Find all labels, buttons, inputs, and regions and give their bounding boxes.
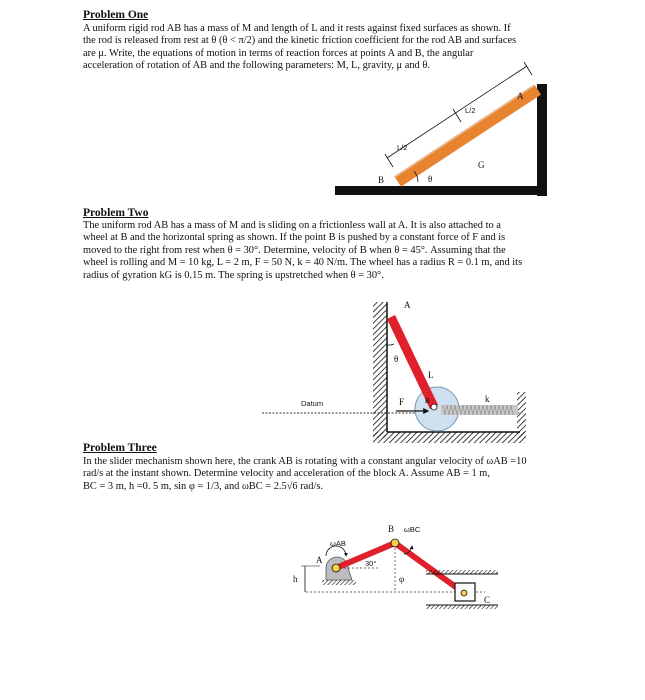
label-b-three: B (388, 524, 395, 534)
problem-one-line: the rod is released from rest at θ (θ < π/2) and the kinetic friction coefficient for the rod AB and surfaces (83, 35, 517, 47)
problem-two-line: wheel at B and the horizontal spring as shown. If the point B is pushed by a constant force of F and is (83, 232, 506, 244)
crank-ground (322, 580, 356, 585)
slider-guide-bottom-hatch (426, 605, 498, 609)
problem-two-line: The uniform rod AB has a mass of M and is sliding on a frictionless wall at A. It is also attached to a (83, 220, 501, 231)
pin-a (332, 564, 340, 572)
problem-two-line: moved to the right from rest when θ = 30°. Determine, velocity of B when θ = 45°. Assuming that the (83, 244, 506, 256)
label-a-three: A (316, 555, 323, 565)
label-datum: Datum (301, 399, 324, 408)
problem-two-line: radius of gyration kG is 0.15 m. The spring is upstretched when θ = 30°. (83, 269, 384, 281)
label-angle-30: 30° (365, 559, 377, 568)
problem-one-line: acceleration of rotation of AB and the following parameters: M, L, gravity, μ and θ. (83, 60, 430, 72)
label-c: C (484, 595, 491, 605)
problem-three-line: BC = 3 m, h =0. 5 m, sin φ = 1/3, and ωBC = 2.5√6 rad/s. (83, 480, 323, 492)
slider-guide-top-hatch (426, 570, 498, 574)
label-omega-ab: ωAB (330, 539, 346, 548)
label-b: B (378, 175, 385, 185)
problem-three-line: In the slider mechanism shown here, the crank AB is rotating with a constant angular velocity of ωAB =10 (83, 456, 527, 467)
label-k: k (485, 394, 490, 404)
label-a: A (517, 91, 524, 101)
label-f: F (399, 397, 405, 407)
label-phi: φ (399, 574, 405, 584)
label-b-two: B (425, 396, 431, 405)
problem-one-line: A uniform rigid rod AB has a mass of M and length of L and it rests against fixed surfaces as shown. If (83, 23, 511, 34)
label-h: h (293, 574, 298, 584)
problem-three-title: Problem Three (83, 442, 157, 454)
label-half-2: L/2 (465, 106, 476, 115)
label-theta-two: θ (394, 354, 399, 364)
label-half-1: L/2 (397, 143, 408, 152)
problem-three-line: rad/s at the instant shown. Determine velocity and acceleration of the block A. Assume AB = 1 m, (83, 468, 490, 480)
rod-bc (395, 543, 464, 593)
problem-one-line: are μ. Write, the equations of motion in terms of reaction forces at points A and B, the angular (83, 47, 474, 59)
problem-two-line: wheel is rolling and M = 10 kg, L = 2 m, F = 50 N, k = 40 N/m. The wheel has a radius R = 0.1 m, and its (83, 257, 523, 269)
label-l: L (428, 370, 434, 380)
problem-one-title: Problem One (83, 9, 149, 21)
label-theta: θ (428, 174, 433, 184)
label-omega-bc: ωBC (404, 525, 421, 534)
pin-b-three (391, 539, 399, 547)
pin-c (461, 590, 467, 596)
problem-two-title: Problem Two (83, 207, 149, 219)
label-g: G (478, 160, 485, 170)
label-a-two: A (404, 300, 411, 310)
